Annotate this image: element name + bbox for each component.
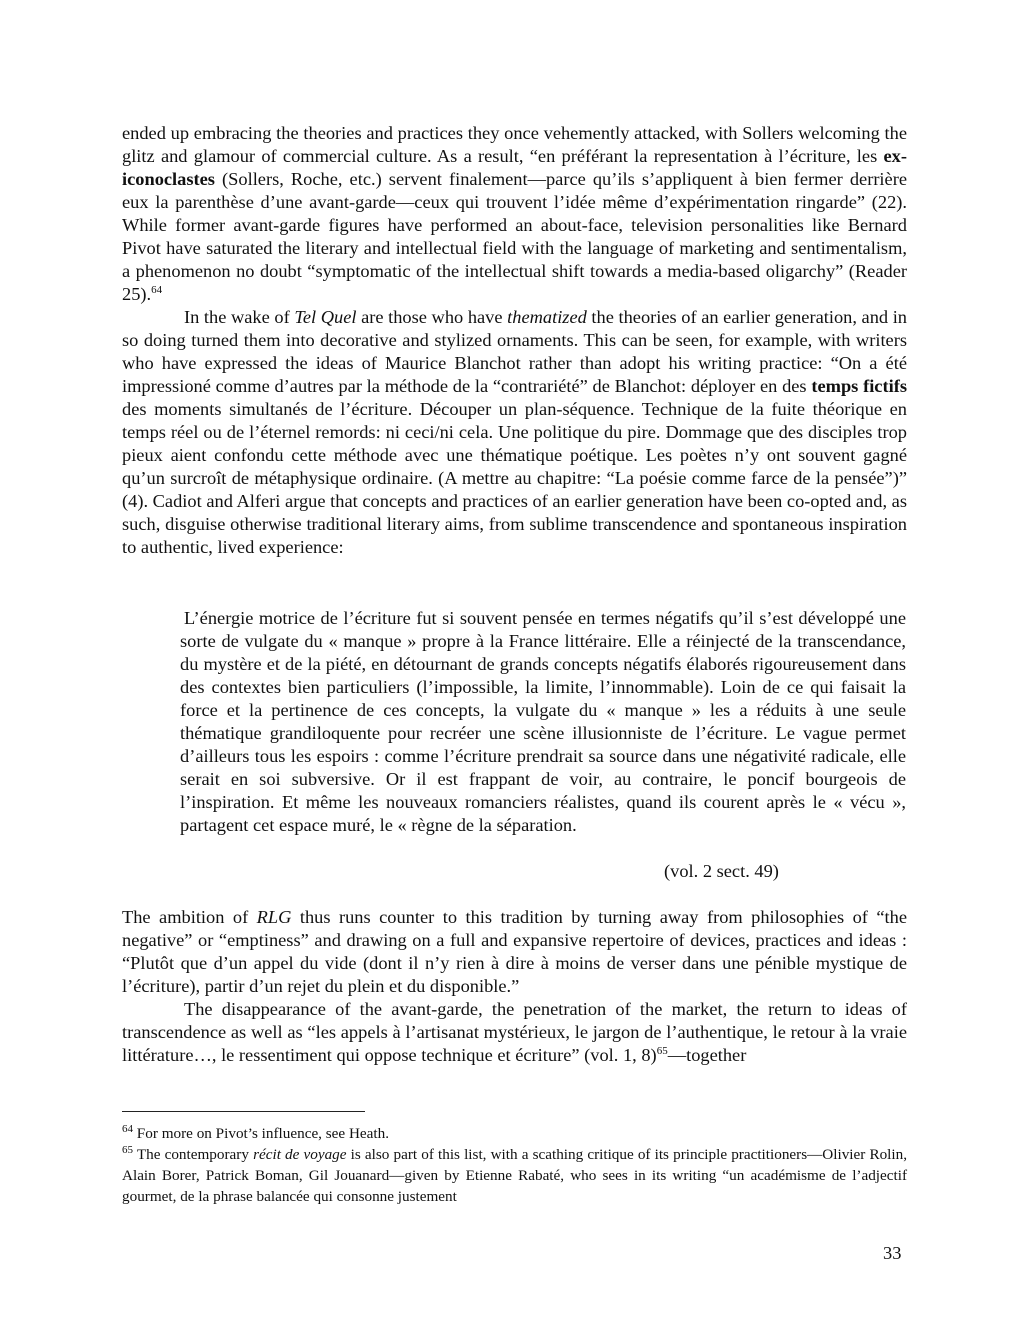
footnote-divider	[122, 1111, 365, 1112]
page-number: 33	[883, 1243, 902, 1263]
paragraph-4: The disappearance of the avant-garde, the penetration of the market, the return to ideas of transcendence as well as “les appels à l’artisanat mystérieux, le jargon de l’authentique, le retour à la vraie littérature…, le ressentiment qui oppose technique et écriture” (vol. 1, 8)$^{65}$—together	[122, 999, 907, 1065]
italic-term: thematized	[507, 307, 587, 327]
italic-term: récit de voyage	[253, 1146, 347, 1163]
footnote-ref-65[interactable]: 65	[656, 1044, 668, 1057]
italic-term: RLG	[256, 907, 292, 927]
footnote-65: $^{65}$ The contemporary récit de voyage is also part of this list, with a scathing critique of its principle practitioners—Olivier Rolin, Alain Borer, Patrick Boman, Gil Jouanard—given by Etienne Rabaté, who sees in its writing “un académisme de l’adjectif gourmet, de la phrase balancée qui consonne justement	[122, 1143, 908, 1205]
body-text-lower	[122, 906, 907, 1067]
bold-term: temps fictifs	[811, 376, 907, 396]
block-quote	[180, 607, 906, 837]
footnote-number: 64	[122, 1122, 133, 1135]
footnote-number: 65	[122, 1143, 133, 1156]
quote-citation: (vol. 2 sect. 49)	[664, 861, 779, 881]
body-text-upper	[122, 122, 907, 559]
paragraph-2: In the wake of Tel Quel are those who have thematized the theories of an earlier generation, and in so doing turned them into decorative and stylized ornaments. This can be seen, for example, with writers who have expressed the ideas of Maurice Blanchot rather than adopt his writing practice: “On a été impressioné comme d’autres par la méthode de la “contrariété” de Blanchot: déployer en des temps fictifs des moments simultanés de l’écriture. Découper un plan-séquence. Technique de la fuite théorique en temps réel ou de l’éternel remords: ni ceci/ni cela. Une politique du pire. Dommage que des disciples trop pieux aient confondu cette méthode avec une thématique poétique. Les poètes n’y ont souvent gagné qu’un surcroît de métaphysique ordinaire. (A mettre au chapitre: “La poésie comme farce de la pensée”)” (4). Cadiot and Alferi argue that concepts and practices of an earlier generation have been co-opted and, as such, disguise otherwise traditional literary aims, from sublime transcendence and spontaneous inspiration to authentic, lived experience:	[122, 307, 907, 557]
footnote-ref-64[interactable]: 64	[151, 283, 163, 296]
italic-term: Tel Quel	[294, 307, 357, 327]
footnotes	[122, 1123, 907, 1207]
bold-term: ex-iconoclastes	[122, 146, 907, 189]
paragraph-3: The ambition of RLG thus runs counter to this tradition by turning away from philosophies of “the negative” or “emptiness” and drawing on a full and expansive repertoire of devices, practices and ideas : “Plutôt que d’un appel du vide (dont il n’y rien à dire à moins de verser dans une pénible mystique de l’écriture), partir d’un rejet du plein et du disponible.”	[122, 907, 907, 996]
footnote-64: $^{64}$ For more on Pivot’s influence, see Heath.	[122, 1122, 390, 1142]
block-quote-text: L’énergie motrice de l’écriture fut si souvent pensée en termes négatifs qu’il s’est développé une sorte de vulgate du « manque » propre à la France littéraire. Elle a réinjecté de la transcendance, du mystère et de la piété, en détournant de grands concepts négatifs élaborés rigoureusement dans des contextes bien particuliers (l’impossible, la limite, l’innommable). Loin de ce qui faisait la force et la pertinence de ces concepts, la vulgate du « manque » les a réduits à une seule thématique grandiloquente pour recréer une scène illusionniste de l’écriture. Le vague permet d’ailleurs tous les espoirs : comme l’écriture prendrait sa source dans une négativité radicale, elle serait en soi subversive. Or il est frappant de voir, au contraire, le poncif bourgeois de l’inspiration. Et même les nouveaux romanciers réalistes, quand ils courent après le « vécu », partagent cet espace muré, le « règne de la séparation.	[180, 608, 906, 835]
paragraph-1: ended up embracing the theories and practices they once vehemently attacked, with Sollers welcoming the glitz and glamour of commercial culture. As a result, “en préférant la representation à l’écriture, les ex-iconoclastes (Sollers, Roche, etc.) servent finalement—parce qu’ils s’appliquent à bien fermer derrière eux la parenthèse d’une avant-garde—ceux qui trouvent l’idée même d’expérimentation ringarde” (22). While former avant-garde figures have performed an about-face, television personalities like Bernard Pivot have saturated the literary and intellectual field with the language of marketing and sentimentalism, a phenomenon no doubt “symptomatic of the intellectual shift towards a media-based oligarchy” (Reader 25).$^{64}$	[122, 123, 907, 304]
